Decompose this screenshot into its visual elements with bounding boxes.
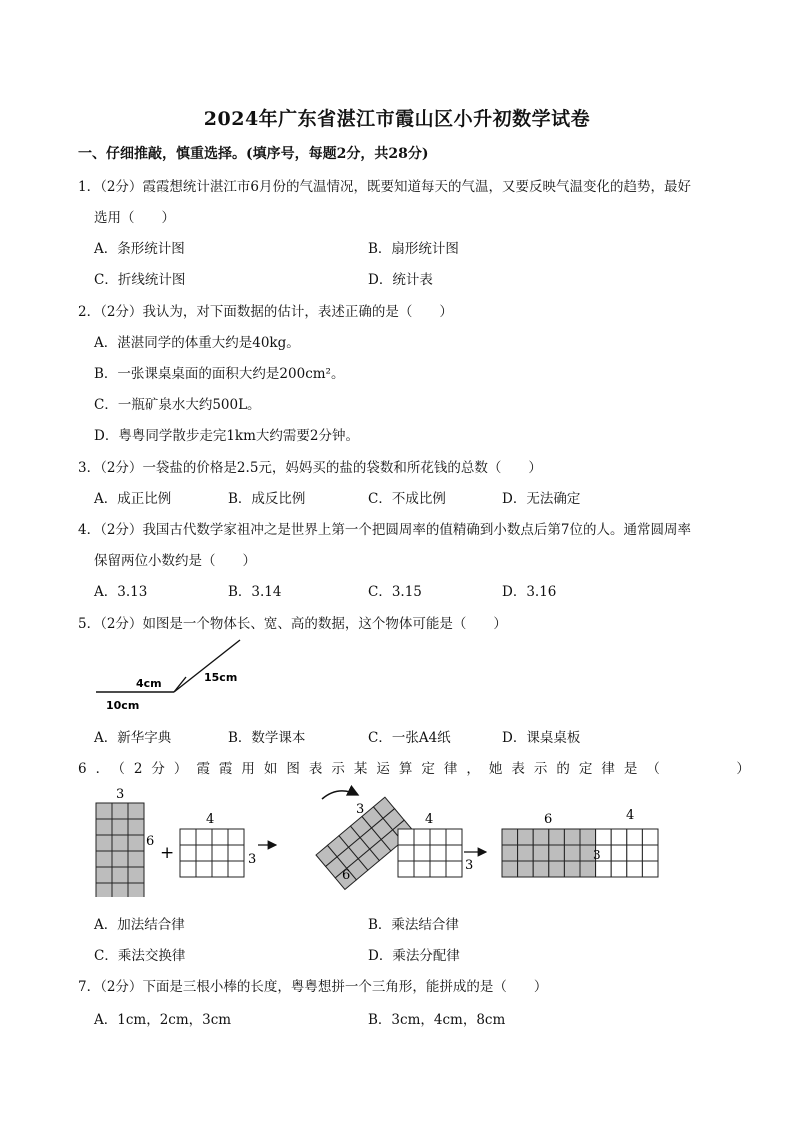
grid5-cell xyxy=(502,829,518,845)
grid1-cell xyxy=(128,819,144,835)
grid5-cell xyxy=(564,829,580,845)
q6-option-c[interactable]: C．乘法交换律 xyxy=(94,948,186,964)
grid4-cell xyxy=(398,861,414,877)
width-label: 4cm xyxy=(136,677,162,690)
q3-option-d[interactable]: D．无法确定 xyxy=(502,491,581,507)
grid5-cell xyxy=(518,829,534,845)
q7-option-b[interactable]: B．3cm，4cm，8cm xyxy=(368,1012,506,1028)
grid4-cell xyxy=(414,829,430,845)
question-2: 2．（2分）我认为，对下面数据的估计，表述正确的是（ ） xyxy=(78,304,453,320)
grid5-cell xyxy=(611,845,627,861)
grid1-cell xyxy=(128,835,144,851)
grid5-cell xyxy=(533,829,549,845)
question-7: 7．（2分）下面是三根小棒的长度，粤粤想拼一个三角形，能拼成的是（ ） xyxy=(78,979,548,995)
question-4: 4．（2分）我国古代数学家祖冲之是世界上第一个把圆周率的值精确到小数点后第7位的人。通常圆周率 xyxy=(78,522,692,538)
question-6: 6．（2分）霞霞用如图表示某运算定律，她表示的定律是（ ） xyxy=(78,761,759,777)
q3-option-b[interactable]: B．成反比例 xyxy=(228,491,306,507)
grid5-cell xyxy=(564,845,580,861)
q4-option-d[interactable]: D．3.16 xyxy=(502,584,557,600)
question-1: 1．（2分）霞霞想统计湛江市6月份的气温情况，既要知道每天的气温，又要反映气温变化的趋势，最好 xyxy=(78,179,692,195)
grid5-cell xyxy=(580,861,596,877)
grid5-cell xyxy=(580,829,596,845)
grid2-cell xyxy=(196,845,212,861)
q5-option-d[interactable]: D．课桌桌板 xyxy=(502,730,581,746)
grid2-height-label: 3 xyxy=(248,852,257,867)
grid2-width-label: 4 xyxy=(206,812,215,827)
grid5-cell xyxy=(502,845,518,861)
q4-option-b[interactable]: B．3.14 xyxy=(228,584,282,600)
plus-sign: + xyxy=(160,843,175,863)
grid5-cell xyxy=(611,829,627,845)
grid4-cell xyxy=(430,845,446,861)
grid1-cell xyxy=(112,835,128,851)
page-title: 2024年广东省湛江市霞山区小升初数学试卷 xyxy=(203,108,591,130)
grid1-width-label: 3 xyxy=(116,787,125,802)
question-4-line2: 保留两位小数约是（ ） xyxy=(94,553,256,569)
grid1-cell xyxy=(112,867,128,883)
grid1-cell xyxy=(112,883,128,897)
grid2-cell xyxy=(196,861,212,877)
grid2-cell xyxy=(196,829,212,845)
question-1-line2: 选用（ ） xyxy=(94,210,175,226)
grid3-width-label: 3 xyxy=(356,802,365,817)
grid2-cell xyxy=(180,861,196,877)
grid4-cell xyxy=(430,861,446,877)
height-label: 15cm xyxy=(204,671,238,684)
grid4-cell xyxy=(398,829,414,845)
question-3: 3．（2分）一袋盐的价格是2.5元，妈妈买的盐的袋数和所花钱的总数（ ） xyxy=(78,460,542,476)
q3-option-c[interactable]: C．不成比例 xyxy=(368,491,446,507)
grid4-cell xyxy=(414,845,430,861)
grid5-cell xyxy=(642,829,658,845)
grid1-cell xyxy=(112,851,128,867)
dimension-figure xyxy=(90,637,270,717)
q2-option-d[interactable]: D．粤粤同学散步走完1km大约需要2分钟。 xyxy=(94,428,359,444)
grid4-cell xyxy=(398,845,414,861)
grid5-cell xyxy=(627,861,643,877)
grid5-cell xyxy=(549,861,565,877)
grid4-width-label: 4 xyxy=(425,812,434,827)
grid5-cell xyxy=(627,829,643,845)
grid1-cell xyxy=(96,867,112,883)
q2-option-a[interactable]: A．湛湛同学的体重大约是40kg。 xyxy=(94,335,300,351)
grid1-cell xyxy=(96,851,112,867)
q1-option-c[interactable]: C．折线统计图 xyxy=(94,272,186,288)
grid1-cell xyxy=(128,851,144,867)
grid4-cell xyxy=(430,829,446,845)
q5-option-b[interactable]: B．数学课本 xyxy=(228,730,306,746)
grid5-cell xyxy=(642,861,658,877)
grid3-height-label: 6 xyxy=(342,868,351,883)
rotate-arrow xyxy=(322,791,358,799)
grid5-cell xyxy=(549,829,565,845)
grid5-cell xyxy=(533,845,549,861)
q2-option-b[interactable]: B．一张课桌桌面的面积大约是200cm²。 xyxy=(94,366,345,382)
q6-option-a[interactable]: A．加法结合律 xyxy=(94,917,185,933)
q6-option-d[interactable]: D．乘法分配律 xyxy=(368,948,460,964)
q7-option-a[interactable]: A．1cm，2cm，3cm xyxy=(94,1012,232,1028)
grid2-cell xyxy=(228,845,244,861)
grid5-shaded-width-label: 6 xyxy=(544,812,553,827)
grid1-height-label: 6 xyxy=(146,834,155,849)
grid5-cell xyxy=(533,861,549,877)
grid5-cell xyxy=(611,861,627,877)
grid2-cell xyxy=(228,829,244,845)
q1-option-d[interactable]: D．统计表 xyxy=(368,272,433,288)
q1-option-b[interactable]: B．扇形统计图 xyxy=(368,241,459,257)
q3-option-a[interactable]: A．成正比例 xyxy=(94,491,172,507)
grid5-cell xyxy=(596,829,612,845)
grid1-cell xyxy=(112,803,128,819)
section-heading: 一、仔细推敲，慎重选择。(填序号，每题2分，共28分) xyxy=(78,146,429,162)
grid5-cell xyxy=(642,845,658,861)
grid1-cell xyxy=(96,835,112,851)
grid2-cell xyxy=(212,845,228,861)
grid5-cell xyxy=(518,861,534,877)
grid4-cell xyxy=(446,829,462,845)
length-label: 10cm xyxy=(106,699,140,712)
grid4-cell xyxy=(414,861,430,877)
grid5-height-label: 3 xyxy=(593,848,601,862)
q1-option-a[interactable]: A．条形统计图 xyxy=(94,241,185,257)
grid2-cell xyxy=(212,829,228,845)
grid5-white-width-label: 4 xyxy=(626,808,635,823)
grid1-cell xyxy=(96,803,112,819)
grid5-cell xyxy=(518,845,534,861)
q2-option-c[interactable]: C．一瓶矿泉水大约500L。 xyxy=(94,397,261,413)
q4-option-a[interactable]: A．3.13 xyxy=(94,584,148,600)
grid2-cell xyxy=(228,861,244,877)
grid5-cell xyxy=(549,845,565,861)
grid5-cell xyxy=(502,861,518,877)
grid4-cell xyxy=(446,845,462,861)
grid5-cell xyxy=(627,845,643,861)
q5-option-c[interactable]: C．一张A4纸 xyxy=(368,730,451,746)
grid4-cell xyxy=(446,861,462,877)
grid5-cell xyxy=(564,861,580,877)
grid1-cell xyxy=(128,867,144,883)
grid1-cell xyxy=(128,803,144,819)
grid5-cell xyxy=(596,861,612,877)
grid2-cell xyxy=(212,861,228,877)
grid1-cell xyxy=(96,883,112,897)
q4-option-c[interactable]: C．3.15 xyxy=(368,584,422,600)
law-figure xyxy=(90,785,730,897)
question-5: 5．（2分）如图是一个物体长、宽、高的数据，这个物体可能是（ ） xyxy=(78,616,507,632)
grid2-cell xyxy=(180,845,196,861)
grid1-cell xyxy=(112,819,128,835)
grid4-height-label: 3 xyxy=(465,858,474,873)
grid2-cell xyxy=(180,829,196,845)
grid1-cell xyxy=(96,819,112,835)
q6-option-b[interactable]: B．乘法结合律 xyxy=(368,917,459,933)
grid1-cell xyxy=(128,883,144,897)
q5-option-a[interactable]: A．新华字典 xyxy=(94,730,172,746)
